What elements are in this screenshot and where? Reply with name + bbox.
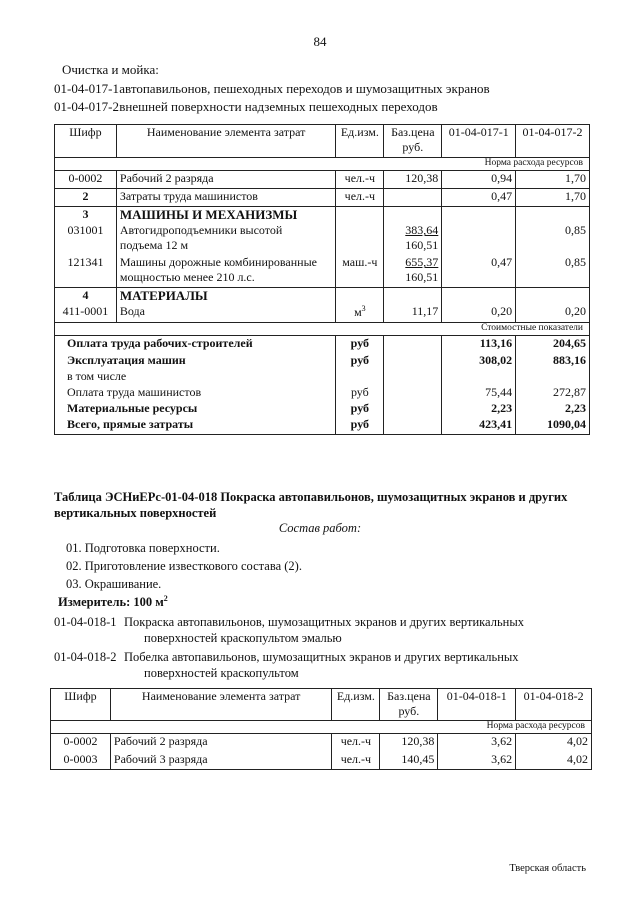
row-unit: чел.-ч bbox=[336, 171, 384, 189]
row-value-1 bbox=[442, 223, 516, 255]
cost-value-2: 204,65 bbox=[516, 335, 590, 353]
price-top: 383,64 bbox=[405, 223, 439, 238]
row-name: Рабочий 2 разряда bbox=[110, 734, 331, 752]
price-top: 655,37 bbox=[405, 255, 439, 270]
table-row bbox=[55, 255, 590, 287]
cost-unit: руб bbox=[336, 401, 384, 417]
table-row bbox=[55, 304, 590, 322]
row-value-2: 4,02 bbox=[516, 752, 592, 770]
row-unit: чел.-ч bbox=[332, 752, 380, 770]
list-item bbox=[54, 81, 490, 97]
meter-label bbox=[58, 594, 168, 611]
row-name-line: мощностью менее 210 л.с. bbox=[119, 270, 255, 285]
item-text-line: поверхностей краскопультом bbox=[144, 665, 299, 680]
cost-value-2: 883,16 bbox=[516, 353, 590, 369]
cost-value-2: 1090,04 bbox=[516, 417, 590, 434]
cost-name: Эксплуатация машин bbox=[55, 353, 336, 369]
header-price: Баз.цена руб. bbox=[380, 689, 438, 721]
item-text-line: Побелка автопавильонов, шумозащитных экранов и других вертикальных bbox=[124, 650, 519, 664]
row-code: 3 bbox=[55, 207, 117, 224]
norm-label: Норма расхода ресурсов bbox=[55, 158, 590, 171]
table-header bbox=[55, 125, 590, 158]
operation-item: 02. Приготовление известкового состава (2). bbox=[66, 559, 302, 573]
cost-name: Оплата труда рабочих-строителей bbox=[55, 335, 336, 353]
cost-name: Материальные ресурсы bbox=[55, 401, 336, 417]
row-name bbox=[116, 223, 335, 255]
row-name: Вода bbox=[116, 304, 335, 322]
cost-value-1: 423,41 bbox=[442, 417, 516, 434]
table-title: Таблица ЭСНиЕРс-01-04-018 Покраска автопавильонов, шумозащитных экранов и других вертикальных поверхностей bbox=[54, 490, 568, 521]
item-text-line: Покраска автопавильонов, шумозащитных экранов и других вертикальных bbox=[124, 615, 524, 629]
row-price: 11,17 bbox=[384, 304, 442, 322]
resource-table-2 bbox=[50, 688, 592, 770]
header-col2: 01-04-018-2 bbox=[516, 689, 592, 721]
item-code: 01-04-017-2 bbox=[54, 99, 119, 114]
operation-item: 03. Окрашивание. bbox=[66, 577, 162, 591]
row-name: МАТЕРИАЛЫ bbox=[116, 287, 335, 304]
row-unit bbox=[336, 223, 384, 255]
row-code: 121341 bbox=[55, 255, 117, 287]
row-value-1: 0,47 bbox=[442, 255, 516, 287]
row-value-2: 0,85 bbox=[516, 223, 590, 255]
composition-heading: Состав работ: bbox=[278, 521, 362, 535]
item-text: внешней поверхности надземных пешеходных переходов bbox=[119, 99, 438, 114]
item-code: 01-04-018-1 bbox=[54, 615, 117, 629]
cost-name: Оплата труда машинистов bbox=[55, 385, 336, 401]
row-value-2: 0,20 bbox=[516, 304, 590, 322]
header-name: Наименование элемента затрат bbox=[110, 689, 331, 721]
row-value-1: 0,47 bbox=[442, 189, 516, 207]
item-text-line: поверхностей краскопультом эмалью bbox=[144, 630, 342, 645]
item-text bbox=[124, 615, 584, 646]
row-unit: чел.-ч bbox=[336, 189, 384, 207]
cost-value-1: 2,23 bbox=[442, 401, 516, 417]
row-value-1: 0,20 bbox=[442, 304, 516, 322]
header-col2: 01-04-017-2 bbox=[516, 125, 590, 158]
section-heading: Очистка и мойка: bbox=[62, 62, 159, 77]
row-value-2: 0,85 bbox=[516, 255, 590, 287]
table-row bbox=[55, 171, 590, 189]
cost-row bbox=[55, 401, 590, 417]
norm-label: Норма расхода ресурсов bbox=[51, 721, 592, 734]
item-text bbox=[124, 650, 584, 681]
row-code: 411-0001 bbox=[55, 304, 117, 322]
cost-value-1: 113,16 bbox=[442, 335, 516, 353]
header-col1: 01-04-018-1 bbox=[438, 689, 516, 721]
row-value-1: 3,62 bbox=[438, 734, 516, 752]
header-col1: 01-04-017-1 bbox=[442, 125, 516, 158]
cost-unit: руб bbox=[336, 385, 384, 401]
cost-unit: руб bbox=[336, 335, 384, 353]
row-value-2: 4,02 bbox=[516, 734, 592, 752]
footer-region: Тверская область bbox=[509, 863, 586, 874]
meter-sup: 2 bbox=[163, 594, 168, 603]
row-unit: маш.-ч bbox=[336, 255, 384, 287]
row-price: 140,45 bbox=[380, 752, 438, 770]
cost-value-1: 308,02 bbox=[442, 353, 516, 369]
row-code: 0-0002 bbox=[55, 171, 117, 189]
row-price bbox=[384, 189, 442, 207]
row-name-line: подъема 12 м bbox=[119, 238, 189, 253]
cost-unit: руб bbox=[336, 417, 384, 434]
header-price: Баз.цена руб. bbox=[384, 125, 442, 158]
table-row bbox=[55, 189, 590, 207]
row-name-line: Автогидроподъемники высотой bbox=[119, 223, 283, 238]
header-name: Наименование элемента затрат bbox=[116, 125, 335, 158]
price-bottom: 160,51 bbox=[405, 238, 439, 253]
row-name: Затраты труда машинистов bbox=[116, 189, 335, 207]
row-unit bbox=[336, 304, 384, 322]
list-item bbox=[54, 99, 438, 115]
row-value-2: 1,70 bbox=[516, 171, 590, 189]
row-price: 120,38 bbox=[380, 734, 438, 752]
row-code: 0-0003 bbox=[51, 752, 111, 770]
header-code: Шифр bbox=[55, 125, 117, 158]
resource-table-1 bbox=[54, 124, 590, 435]
row-code: 0-0002 bbox=[51, 734, 111, 752]
cost-name: в том числе bbox=[55, 369, 336, 385]
row-code: 4 bbox=[55, 287, 117, 304]
meter-text: Измеритель: 100 м bbox=[58, 595, 164, 610]
item-code: 01-04-017-1 bbox=[54, 81, 119, 96]
row-value-2: 1,70 bbox=[516, 189, 590, 207]
row-value-1: 0,94 bbox=[442, 171, 516, 189]
item-text: автопавильонов, пешеходных переходов и шумозащитных экранов bbox=[119, 81, 490, 96]
row-unit: чел.-ч bbox=[332, 734, 380, 752]
operation-item: 01. Подготовка поверхности. bbox=[66, 541, 220, 555]
row-price: 120,38 bbox=[384, 171, 442, 189]
header-unit: Ед.изм. bbox=[336, 125, 384, 158]
price-bottom: 160,51 bbox=[405, 270, 439, 285]
row-name-line: Машины дорожные комбинированные bbox=[119, 255, 317, 270]
page-number: 84 bbox=[313, 34, 327, 49]
row-price bbox=[384, 255, 442, 287]
cost-row bbox=[55, 353, 590, 369]
table-row bbox=[51, 734, 592, 752]
row-name: Рабочий 2 разряда bbox=[116, 171, 335, 189]
unit-text: м bbox=[354, 305, 362, 319]
header-code: Шифр bbox=[51, 689, 111, 721]
cost-row bbox=[55, 369, 590, 385]
table-header bbox=[51, 689, 592, 721]
cost-value-1: 75,44 bbox=[442, 385, 516, 401]
table-row bbox=[55, 287, 590, 304]
row-name bbox=[116, 255, 335, 287]
cost-label: Стоимостные показатели bbox=[55, 322, 590, 335]
row-code: 2 bbox=[55, 189, 117, 207]
row-code: 031001 bbox=[55, 223, 117, 255]
cost-row bbox=[55, 417, 590, 434]
cost-row bbox=[55, 385, 590, 401]
row-price bbox=[384, 223, 442, 255]
cost-value-2: 2,23 bbox=[516, 401, 590, 417]
cost-row bbox=[55, 335, 590, 353]
table-row bbox=[55, 207, 590, 224]
row-name: Рабочий 3 разряда bbox=[110, 752, 331, 770]
cost-unit: руб bbox=[336, 353, 384, 369]
header-unit: Ед.изм. bbox=[332, 689, 380, 721]
cost-value-2: 272,87 bbox=[516, 385, 590, 401]
table-row bbox=[51, 752, 592, 770]
row-name: МАШИНЫ И МЕХАНИЗМЫ bbox=[116, 207, 335, 224]
row-value-1: 3,62 bbox=[438, 752, 516, 770]
table-row bbox=[55, 223, 590, 255]
item-code: 01-04-018-2 bbox=[54, 650, 117, 664]
unit-sup: 3 bbox=[361, 304, 366, 313]
cost-name: Всего, прямые затраты bbox=[55, 417, 336, 434]
